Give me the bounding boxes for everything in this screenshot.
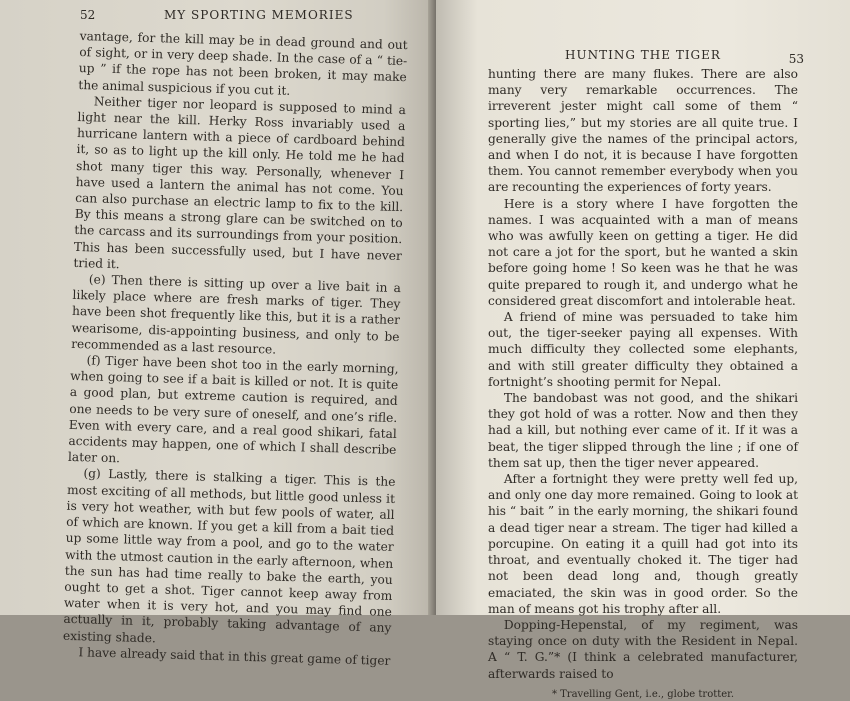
left-page-number: 52 bbox=[80, 8, 96, 22]
left-paragraph: (e) Then there is sitting up over a live bait in a likely place where are fresh marks of tiger. They have been shot frequently like this, but it is a rather wearisome, dis-appointing business, and only to be recommended as a last resource. bbox=[70, 272, 402, 357]
right-page-number: 53 bbox=[788, 52, 804, 66]
left-paragraph: Neither tiger nor leopard is supposed to mind a light near the kill. Herky Ross invariably used a hurricane lantern with a piece of cardboard behind it, so as to light up the kill only. He told me he had shot many tiger this way. Personally, whenever I have used a lantern the animal has not come. You can also purchase an electric lamp to fix to the kill. By this means a strong glare can be switched on to the carcass and its surroundings from your position. This has been successfully used, but I have never tried it. bbox=[73, 94, 407, 272]
left-running-title: MY SPORTING MEMORIES bbox=[164, 8, 354, 22]
left-paragraph: (f) Tiger have been shot too in the early morning, when going to see if a bait is killed or not. It is quite a good plan, but extreme caution is required, and one needs to be very sure of oneself, and one’s rifle. Even with every care, and a real good shikari, fatal accidents may happen, one of which I shall describe later on. bbox=[67, 353, 399, 466]
right-paragraph: hunting there are many flukes. There are also many very remarkable occurrences. The irreverent jester might call some of them “ sporting lies,” but my stories are all quite true. I generally give the names of the principal actors, and when I do not, it is because I have forgotten them. You cannot remember everybody when you are recounting the experiences of forty years. bbox=[488, 67, 798, 195]
left-paragraph: vantage, for the kill may be in dead ground and out of sight, or in very deep shade. In the case of a “ tie-up ” if the rope has not been broken, it may make the animal suspicious if you cut it. bbox=[78, 28, 408, 98]
left-paragraph: I have already said that in this great game of tiger bbox=[78, 644, 391, 668]
right-paragraph: The bandobast was not good, and the shikari they got hold of was a rotter. Now and then they had a kill, but nothing ever came of it. If it was a beat, the tiger slipped through the line ; if one of them sat up, then the tiger never appeared. bbox=[488, 391, 798, 470]
right-paragraph: Dopping-Hepenstal, of my regiment, was staying once on duty with the Resident in Nepal. A “ T. G.”* (I think a celebrated manufacturer, afterwards raised to bbox=[488, 617, 798, 681]
left-page-text bbox=[62, 28, 408, 669]
right-page-text bbox=[488, 66, 798, 682]
right-paragraph: A friend of mine was persuaded to take him out, the tiger-seeker paying all expenses. With much difficulty they collected some elephants, and with still greater difficulty they obtained a fortnight’s shooting permit for Nepal. bbox=[488, 310, 798, 389]
left-page bbox=[0, 0, 436, 668]
right-running-title: HUNTING THE TIGER bbox=[565, 48, 721, 62]
right-paragraph: After a fortnight they were pretty well fed up, and only one day more remained. Going to look at his “ bait ” in the early morning, the shikari found a dead tiger near a stream. The tiger had killed a porcupine. On eating it a quill had got into its throat, and eventually choked it. The tiger had not been dead long and, though greatly emaciated, the skin was in good order. So the man of means got his trophy after all. bbox=[488, 472, 798, 616]
left-paragraph: (g) Lastly, there is stalking a tiger. This is the most exciting of all methods, but little good unless it is very hot weather, with but few pools of water, all of which are known. If you get a kill from a bait tied up some little way from a pool, and go to the water with the utmost caution in the early afternoon, when the sun has had time really to bake the earth, you ought to get a shot. Tiger cannot keep away from water when it is very hot, and you may find one actually in it, probably taking advantage of any existing shade. bbox=[62, 466, 396, 645]
right-running-head bbox=[488, 48, 804, 66]
right-paragraph: Here is a story where I have forgotten the names. I was acquainted with a man of means who was awfully keen on getting a tiger. He did not care a jot for the sport, but he wanted a skin before going home ! So keen was he that he was quite prepared to rough it, and undergo what he considered great discomfort and intolerable heat. bbox=[488, 196, 798, 308]
left-running-head bbox=[80, 6, 408, 26]
right-page bbox=[436, 0, 850, 700]
footnote: * Travelling Gent, i.e., globe trotter. bbox=[551, 688, 735, 700]
